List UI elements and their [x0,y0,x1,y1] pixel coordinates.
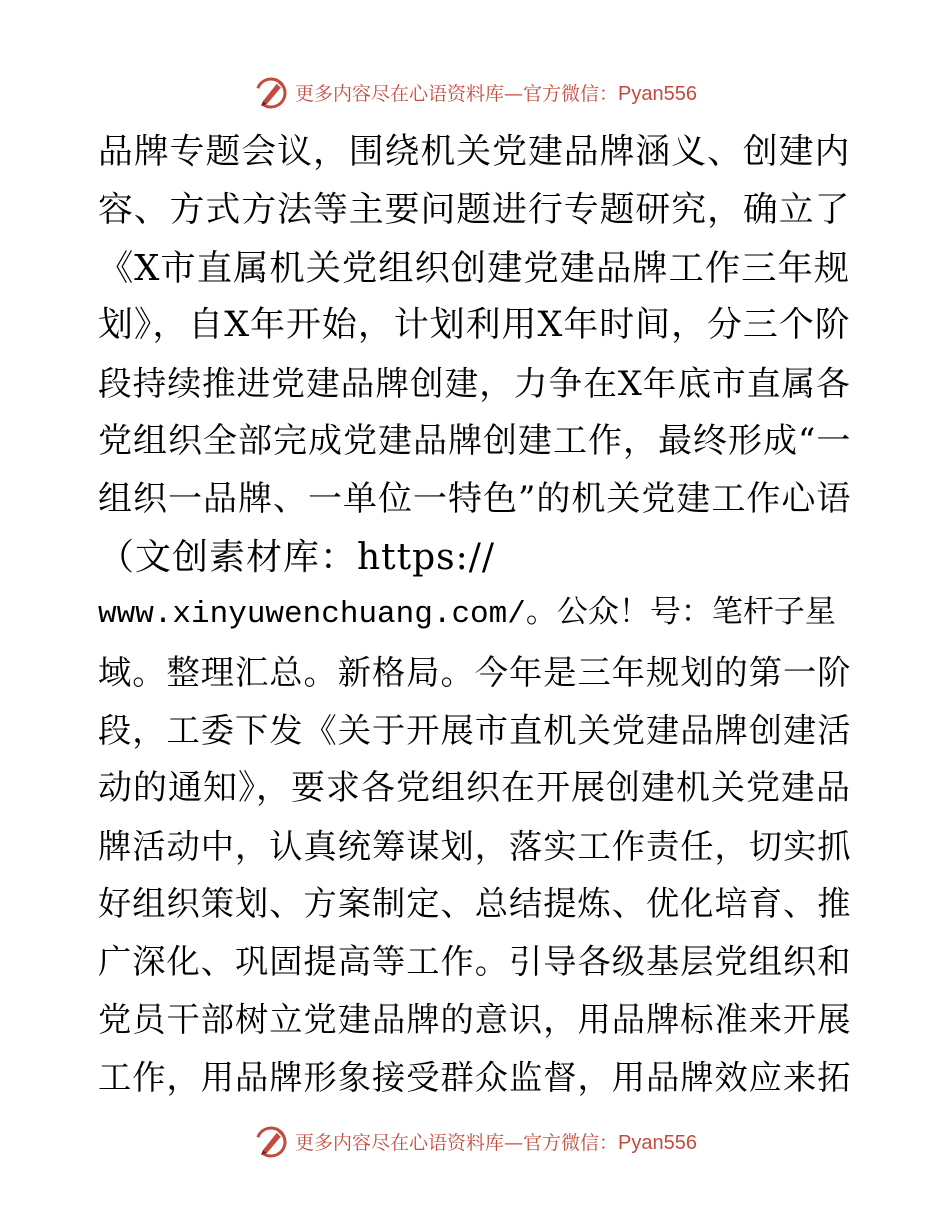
body-line-15: 广深化、巩固提高等工作。引导各级基层党组织和 [98,942,852,982]
body-line-17: 工作，用品牌形象接受群众监督，用品牌效应来拓 [98,1057,852,1097]
body-line-6: 党组织全部完成党建品牌创建工作，最终形成“一 [98,420,852,461]
body-line-7: 组织一品牌、一单位一特色”的机关党建工作心语 [98,478,852,519]
header-watermark-text: 更多内容尽在心语资料库—官方微信：Pyan556 [295,82,697,105]
body-line-12: 动的通知》，要求各党组织在开展创建机关党建品 [98,767,851,808]
footer-watermark-text: 更多内容尽在心语资料库—官方微信：Pyan556 [295,1131,697,1154]
pen-logo-icon [253,1122,291,1160]
document-body [98,124,858,1107]
body-line-16: 党员干部树立党建品牌的意识，用品牌标准来开展 [98,999,852,1039]
body-line-1: 品牌专题会议，围绕机关党建品牌涵义、创建内 [98,132,851,172]
header-watermark-banner [0,72,950,112]
body-line-9-url: www.xinyuwenchuang.com/。公众！号：笔杆子星 [98,597,836,633]
body-line-14: 好组织策划、方案制定、总结提炼、优化培育、推 [98,884,852,924]
body-line-8: （文创素材库：https:// [98,536,496,578]
body-line-2: 容、方式方法等主要问题进行专题研究，确立了 [98,189,851,230]
body-line-5: 段持续推进党建品牌创建，力争在X年底市直属各 [98,364,851,404]
header-watermark-handle: Pyan556 [618,82,697,105]
body-line-13: 牌活动中，认真统筹谋划，落实工作责任，切实抓 [98,826,852,866]
body-line-3: 《X市直属机关党组织创建党建品牌工作三年规 [98,247,851,289]
footer-watermark-banner [0,1121,950,1161]
footer-watermark-handle: Pyan556 [618,1131,697,1154]
body-line-11: 段，工委下发《关于开展市直机关党建品牌创建活 [98,710,852,750]
body-line-10: 域。整理汇总。新格局。今年是三年规划的第一阶 [98,653,852,693]
pen-logo-icon [253,73,291,111]
body-line-4: 划》，自X年开始，计划利用X年时间，分三个阶 [98,305,851,346]
